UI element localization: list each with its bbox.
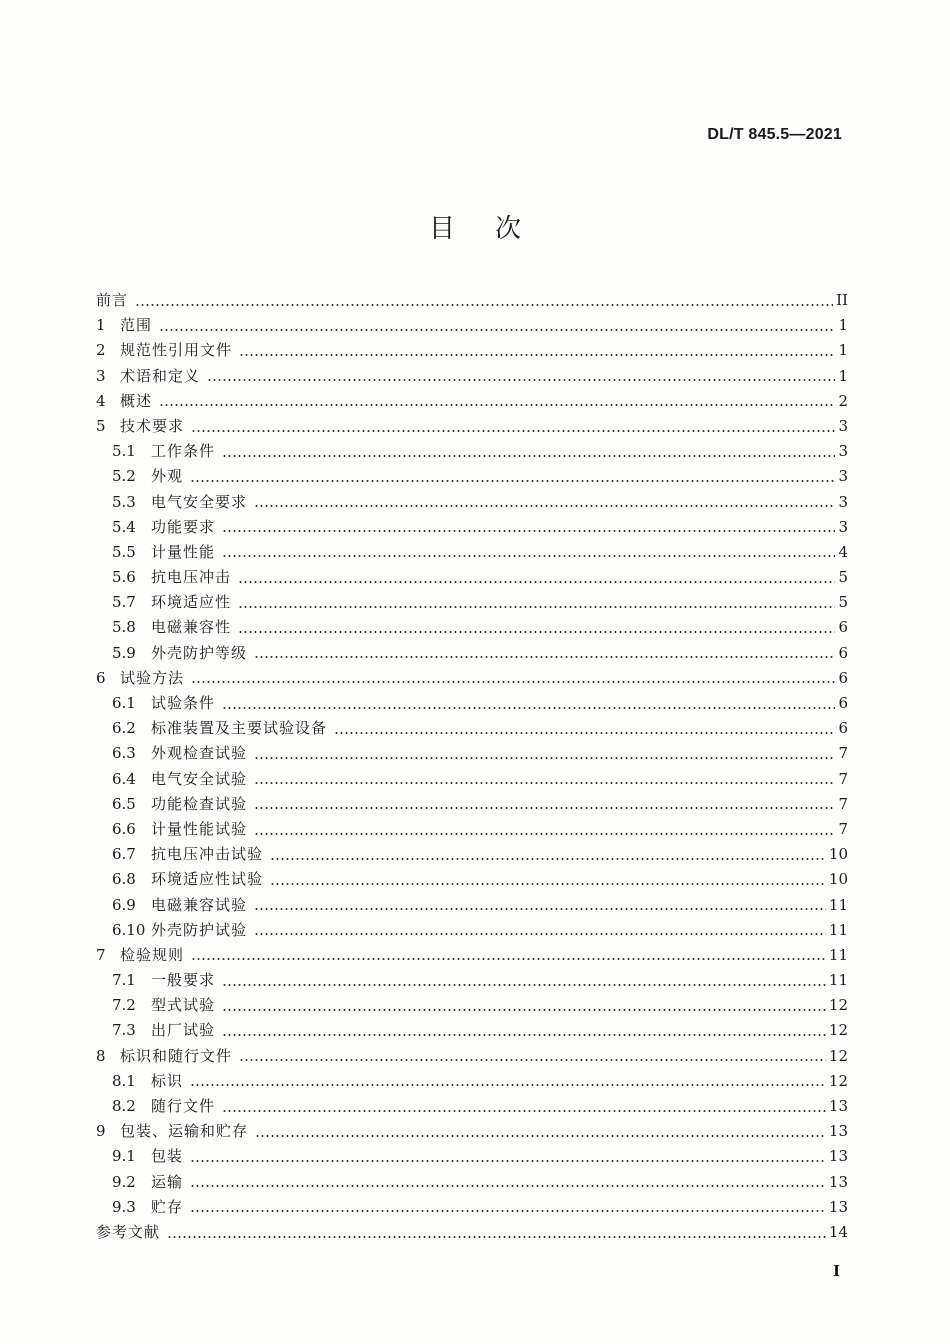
toc-entry[interactable] [96,1195,848,1220]
toc-entry[interactable] [96,1170,848,1195]
dot-leader [254,757,835,759]
toc-entry[interactable] [96,490,848,515]
toc-entry-number: 5.5 [112,542,136,561]
toc-entry-label: 型式试验 [151,996,216,1015]
toc-entry[interactable] [96,464,848,489]
toc-entry-number: 9.1 [112,1147,136,1166]
toc-entry-number: 5.4 [112,517,136,536]
toc-entry[interactable] [96,1018,848,1043]
dot-leader [191,430,835,432]
toc-entry-page: 5 [838,593,848,612]
dot-leader [222,1110,826,1112]
toc-entry-number: 4 [96,391,106,410]
toc-entry-number: 7.2 [112,996,136,1015]
toc-entry-page: 12 [828,1021,848,1040]
toc-entry[interactable] [96,741,848,766]
toc-entry[interactable] [96,515,848,540]
dot-leader [254,908,826,910]
toc-entry-page: 11 [828,920,848,939]
toc-entry-page: 1 [838,366,848,385]
toc-entry-label: 计量性能试验 [151,819,248,838]
toc-entry-label: 贮存 [151,1197,184,1216]
toc-entry[interactable] [96,716,848,741]
toc-entry[interactable] [96,842,848,867]
toc-entry-label: 前言 [96,291,129,309]
toc-entry-label: 抗电压冲击试验 [151,845,264,864]
dot-leader [222,455,835,457]
dot-leader [222,707,835,709]
toc-entry-number: 6.7 [112,845,136,864]
toc-entry-label: 工作条件 [151,442,216,461]
dot-leader [270,858,826,860]
dot-leader [190,1084,826,1086]
toc-entry-page: 7 [838,819,848,838]
toc-entry-label: 试验方法 [120,668,185,687]
toc-entry-label: 运输 [151,1172,184,1191]
toc-entry-label: 包装、运输和贮存 [120,1122,249,1141]
toc-entry-page: 1 [838,316,848,335]
toc-entry-label: 参考文献 [96,1222,161,1241]
toc-entry-label: 环境适应性试验 [151,870,264,889]
toc-entry-number: 2 [96,341,106,360]
toc-entry[interactable] [96,439,848,464]
toc-entry-number: 3 [96,366,106,385]
table-of-contents [96,288,848,1245]
dot-leader [222,984,826,986]
toc-entry-label: 功能要求 [151,517,216,536]
toc-entry-page: 13 [828,1197,848,1216]
toc-entry-page: 13 [828,1172,848,1191]
toc-entry-page: 13 [828,1147,848,1166]
toc-entry[interactable] [96,641,848,666]
toc-entry[interactable] [96,918,848,943]
toc-entry-label: 外壳防护试验 [151,920,248,939]
toc-entry-page: 7 [838,744,848,763]
toc-entry-label: 抗电压冲击 [151,568,232,587]
toc-entry-number: 1 [96,316,106,335]
toc-entry-number: 9.2 [112,1172,136,1191]
toc-entry-page: 11 [828,971,848,990]
toc-entry[interactable] [96,968,848,993]
toc-entry-page: II [836,291,848,309]
toc-entry-number: 6.2 [112,719,136,738]
toc-entry-page: 5 [838,568,848,587]
toc-entry-page: 6 [838,719,848,738]
dot-leader [167,1236,826,1238]
toc-entry-label: 检验规则 [120,945,185,964]
toc-entry-page: 6 [838,643,848,662]
toc-entry-label: 功能检查试验 [151,794,248,813]
toc-entry-number: 7.1 [112,971,136,990]
toc-entry-page: 12 [828,1071,848,1090]
toc-entry-page: 11 [828,895,848,914]
dot-leader [207,379,835,381]
toc-entry[interactable] [96,313,848,338]
toc-entry-page: 7 [838,794,848,813]
toc-entry-label: 试验条件 [151,694,216,712]
toc-entry-label: 术语和定义 [120,366,201,385]
toc-entry[interactable] [96,1119,848,1144]
dot-leader [191,958,826,960]
toc-entry[interactable] [96,767,848,792]
dot-leader [254,505,835,507]
dot-leader [190,1185,826,1187]
dot-leader [222,1009,826,1011]
toc-entry-label: 外壳防护等级 [151,643,248,662]
toc-entry-page: 13 [828,1122,848,1141]
toc-entry-label: 规范性引用文件 [120,341,233,360]
toc-entry-number: 5.8 [112,618,136,637]
toc-entry-page: 3 [838,492,848,511]
toc-entry-page: 10 [828,870,848,889]
toc-entry-label: 标准装置及主要试验设备 [151,719,328,738]
toc-entry-number: 6.4 [112,769,136,788]
toc-entry-number: 6 [96,668,106,687]
toc-entry-page: 12 [828,1046,848,1065]
page-title: 目次 [428,214,561,244]
toc-entry-label: 随行文件 [151,1097,216,1115]
toc-entry-label: 范围 [120,316,153,335]
toc-entry-page: 14 [828,1222,848,1241]
toc-entry[interactable] [96,338,848,363]
toc-entry-label: 电磁兼容性 [151,618,232,637]
toc-entry-label: 标识 [151,1071,184,1090]
toc-entry-page: 3 [838,467,848,486]
toc-entry-number: 8.2 [112,1097,136,1115]
dot-leader [255,1135,826,1137]
toc-entry[interactable] [96,666,848,691]
page-number: I [832,1262,840,1280]
toc-entry[interactable] [96,691,848,716]
dot-leader [239,1059,826,1061]
toc-entry-label: 计量性能 [151,542,216,561]
dot-leader [238,631,835,633]
toc-entry-label: 出厂试验 [151,1021,216,1040]
dot-leader [254,933,826,935]
toc-entry-number: 9 [96,1122,106,1141]
toc-entry-label: 技术要求 [120,416,185,435]
toc-entry-number: 5.7 [112,593,136,612]
dot-leader [238,606,835,608]
dot-leader [270,883,826,885]
toc-entry[interactable] [96,615,848,640]
toc-entry-page: 3 [838,517,848,536]
toc-entry-label: 环境适应性 [151,593,232,612]
toc-entry-number: 6.5 [112,794,136,813]
dot-leader [239,354,835,356]
dot-leader [222,530,835,532]
dot-leader [190,480,835,482]
toc-entry-number: 5.3 [112,492,136,511]
toc-entry-page: 3 [838,416,848,435]
toc-entry-number: 7 [96,945,106,964]
toc-entry-page: 10 [828,845,848,864]
toc-entry-number: 9.3 [112,1197,136,1216]
toc-entry-number: 6.1 [112,694,136,712]
toc-entry[interactable] [96,867,848,892]
toc-entry-label: 标识和随行文件 [120,1046,233,1065]
dot-leader [254,833,835,835]
dot-leader [135,304,833,306]
toc-entry-number: 6.8 [112,870,136,889]
toc-entry[interactable] [96,389,848,414]
toc-entry-page: 4 [838,542,848,561]
dot-leader [190,1160,826,1162]
dot-leader [238,581,835,583]
toc-entry-number: 6.9 [112,895,136,914]
dot-leader [159,329,835,331]
toc-entry[interactable] [96,414,848,439]
toc-entry-number: 5.6 [112,568,136,587]
dot-leader [222,555,835,557]
toc-entry[interactable] [96,1044,848,1069]
toc-entry-number: 5.2 [112,467,136,486]
dot-leader [334,732,835,734]
toc-entry-label: 一般要求 [151,971,216,990]
toc-entry-page: 3 [838,442,848,461]
toc-entry-number: 8.1 [112,1071,136,1090]
dot-leader [254,782,835,784]
toc-entry[interactable] [96,817,848,842]
toc-entry[interactable] [96,993,848,1018]
toc-entry-label: 概述 [120,391,153,410]
toc-entry[interactable] [96,540,848,565]
toc-entry-page: 6 [838,668,848,687]
toc-entry[interactable] [96,1069,848,1094]
toc-entry-page: 1 [838,341,848,360]
toc-entry-number: 5.9 [112,643,136,662]
toc-entry[interactable] [96,288,848,313]
toc-entry[interactable] [96,565,848,590]
toc-entry-page: 7 [838,769,848,788]
toc-entry[interactable] [96,792,848,817]
dot-leader [191,681,835,683]
toc-entry-number: 7.3 [112,1021,136,1040]
toc-entry-page: 2 [838,391,848,410]
toc-entry[interactable] [96,1220,848,1245]
dot-leader [254,807,835,809]
toc-entry-page: 6 [838,694,848,712]
toc-entry-number: 6.10 [112,920,146,939]
toc-entry-number: 6.6 [112,819,136,838]
standard-code: DL/T 845.5—2021 [707,126,842,143]
dot-leader [159,404,835,406]
toc-entry-label: 包装 [151,1147,184,1166]
toc-entry-label: 外观 [151,467,184,486]
toc-entry[interactable] [96,943,848,968]
toc-entry-page: 6 [838,618,848,637]
toc-entry-number: 8 [96,1046,106,1065]
toc-entry[interactable] [96,1094,848,1119]
toc-entry-label: 电气安全要求 [151,492,248,511]
toc-entry-page: 12 [828,996,848,1015]
dot-leader [190,1210,826,1212]
toc-entry[interactable] [96,893,848,918]
dot-leader [254,656,835,658]
toc-entry[interactable] [96,1144,848,1169]
toc-entry-number: 6.3 [112,744,136,763]
toc-entry-number: 5 [96,416,106,435]
toc-entry-label: 外观检查试验 [151,744,248,763]
toc-entry-label: 电磁兼容试验 [151,895,248,914]
toc-entry-label: 电气安全试验 [151,769,248,788]
toc-entry[interactable] [96,590,848,615]
toc-entry-page: 11 [828,945,848,964]
toc-entry[interactable] [96,364,848,389]
toc-entry-page: 13 [828,1097,848,1115]
dot-leader [222,1034,826,1036]
toc-entry-number: 5.1 [112,442,136,461]
